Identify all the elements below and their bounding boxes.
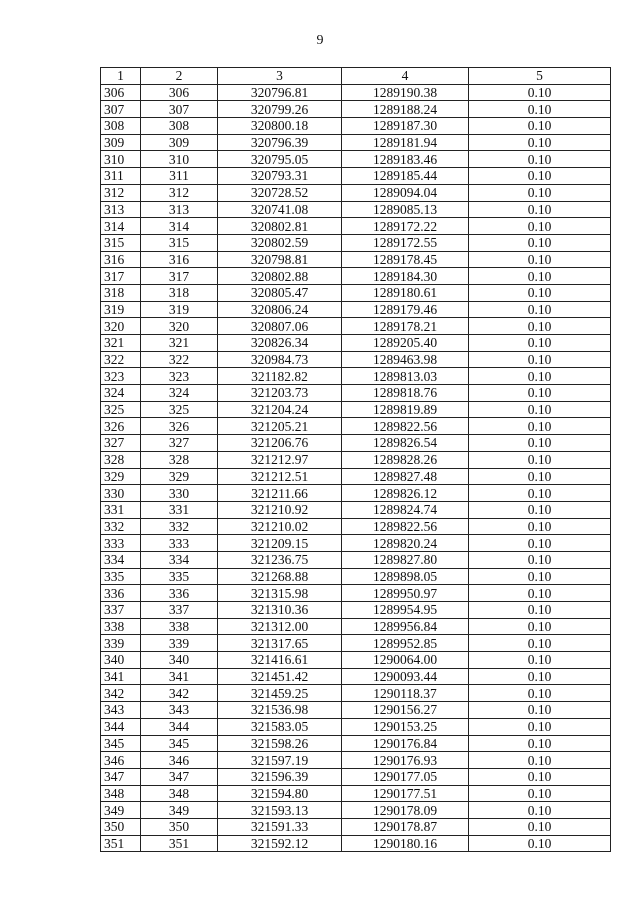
table-row	[101, 668, 611, 685]
table-cell-col-4: 1289181.94	[342, 134, 469, 151]
table-cell-col-1: 306	[101, 84, 141, 101]
table-cell-col-2: 315	[141, 234, 218, 251]
table-row	[101, 385, 611, 402]
table-cell-col-3: 321212.51	[218, 468, 342, 485]
table-cell-col-2: 335	[141, 568, 218, 585]
table-cell-col-3: 321206.76	[218, 435, 342, 452]
table-cell-col-4: 1290156.27	[342, 702, 469, 719]
table-row	[101, 201, 611, 218]
table-cell-col-1: 331	[101, 501, 141, 518]
table-cell-col-2: 349	[141, 802, 218, 819]
table-cell-col-5: 0.10	[469, 668, 611, 685]
table-cell-col-1: 321	[101, 335, 141, 352]
table-cell-col-3: 321317.65	[218, 635, 342, 652]
table-cell-col-5: 0.10	[469, 818, 611, 835]
table-row	[101, 134, 611, 151]
table-cell-col-5: 0.10	[469, 418, 611, 435]
table-cell-col-5: 0.10	[469, 168, 611, 185]
table-cell-col-3: 321536.98	[218, 702, 342, 719]
table-cell-col-1: 340	[101, 652, 141, 669]
table-cell-col-5: 0.10	[469, 635, 611, 652]
table-cell-col-4: 1289172.55	[342, 234, 469, 251]
table-cell-col-4: 1289827.80	[342, 551, 469, 568]
table-cell-col-5: 0.10	[469, 718, 611, 735]
table-cell-col-1: 307	[101, 101, 141, 118]
table-cell-col-1: 310	[101, 151, 141, 168]
table-row	[101, 318, 611, 335]
table-cell-col-4: 1289954.95	[342, 602, 469, 619]
page-number: 9	[316, 33, 324, 48]
table-cell-col-1: 342	[101, 685, 141, 702]
table-cell-col-3: 321203.73	[218, 385, 342, 402]
table-row	[101, 401, 611, 418]
table-cell-col-2: 346	[141, 752, 218, 769]
table-cell-col-1: 322	[101, 351, 141, 368]
table-cell-col-4: 1289094.04	[342, 184, 469, 201]
table-cell-col-3: 321204.24	[218, 401, 342, 418]
table-cell-col-4: 1290153.25	[342, 718, 469, 735]
table-cell-col-3: 320802.81	[218, 218, 342, 235]
table-cell-col-4: 1290093.44	[342, 668, 469, 685]
table-row	[101, 785, 611, 802]
table-cell-col-2: 322	[141, 351, 218, 368]
table-row	[101, 101, 611, 118]
table-cell-col-4: 1290178.09	[342, 802, 469, 819]
table-cell-col-3: 320984.73	[218, 351, 342, 368]
table-cell-col-1: 320	[101, 318, 141, 335]
table-row	[101, 268, 611, 285]
table-row	[101, 485, 611, 502]
table-cell-col-1: 349	[101, 802, 141, 819]
table-cell-col-3: 321598.26	[218, 735, 342, 752]
table-cell-col-1: 327	[101, 435, 141, 452]
table-cell-col-3: 321268.88	[218, 568, 342, 585]
column-header-3: 3	[218, 68, 342, 85]
table-cell-col-5: 0.10	[469, 301, 611, 318]
table-cell-col-5: 0.10	[469, 785, 611, 802]
table-cell-col-3: 320806.24	[218, 301, 342, 318]
table-cell-col-5: 0.10	[469, 451, 611, 468]
table-row	[101, 702, 611, 719]
table-cell-col-4: 1289820.24	[342, 535, 469, 552]
table-cell-col-1: 332	[101, 518, 141, 535]
table-cell-col-2: 343	[141, 702, 218, 719]
table-cell-col-2: 319	[141, 301, 218, 318]
table-cell-col-3: 320826.34	[218, 335, 342, 352]
table-cell-col-3: 321212.97	[218, 451, 342, 468]
table-row	[101, 618, 611, 635]
table-cell-col-5: 0.10	[469, 118, 611, 135]
table-row	[101, 335, 611, 352]
column-header-2: 2	[141, 68, 218, 85]
table-cell-col-4: 1290177.51	[342, 785, 469, 802]
table-cell-col-2: 347	[141, 768, 218, 785]
table-cell-col-2: 323	[141, 368, 218, 385]
table-cell-col-4: 1289822.56	[342, 518, 469, 535]
table-cell-col-3: 321312.00	[218, 618, 342, 635]
table-cell-col-3: 321459.25	[218, 685, 342, 702]
table-cell-col-5: 0.10	[469, 768, 611, 785]
table-cell-col-5: 0.10	[469, 401, 611, 418]
table-cell-col-5: 0.10	[469, 318, 611, 335]
table-cell-col-4: 1289827.48	[342, 468, 469, 485]
table-cell-col-2: 321	[141, 335, 218, 352]
table-cell-col-2: 338	[141, 618, 218, 635]
table-cell-col-2: 336	[141, 585, 218, 602]
table-cell-col-3: 321593.13	[218, 802, 342, 819]
table-cell-col-4: 1289826.54	[342, 435, 469, 452]
table-cell-col-5: 0.10	[469, 335, 611, 352]
table-cell-col-1: 339	[101, 635, 141, 652]
table-row	[101, 218, 611, 235]
table-cell-col-2: 339	[141, 635, 218, 652]
table-cell-col-5: 0.10	[469, 602, 611, 619]
table-row	[101, 768, 611, 785]
table-cell-col-3: 320802.59	[218, 234, 342, 251]
table-cell-col-2: 345	[141, 735, 218, 752]
table-cell-col-1: 313	[101, 201, 141, 218]
table-cell-col-2: 324	[141, 385, 218, 402]
table-row	[101, 301, 611, 318]
table-cell-col-3: 321310.36	[218, 602, 342, 619]
table-cell-col-1: 315	[101, 234, 141, 251]
table-cell-col-3: 321583.05	[218, 718, 342, 735]
table-cell-col-2: 311	[141, 168, 218, 185]
table-cell-col-5: 0.10	[469, 585, 611, 602]
table-cell-col-1: 326	[101, 418, 141, 435]
table-row	[101, 151, 611, 168]
table-cell-col-2: 341	[141, 668, 218, 685]
table-cell-col-3: 320741.08	[218, 201, 342, 218]
table-header	[101, 68, 611, 85]
table-row	[101, 752, 611, 769]
table-cell-col-3: 321416.61	[218, 652, 342, 669]
table-cell-col-4: 1290176.93	[342, 752, 469, 769]
table-cell-col-2: 327	[141, 435, 218, 452]
table-cell-col-2: 331	[141, 501, 218, 518]
table-cell-col-1: 325	[101, 401, 141, 418]
table-cell-col-2: 334	[141, 551, 218, 568]
table-cell-col-4: 1289172.22	[342, 218, 469, 235]
table-cell-col-3: 321597.19	[218, 752, 342, 769]
table-row	[101, 118, 611, 135]
table-row	[101, 251, 611, 268]
table-cell-col-4: 1289178.45	[342, 251, 469, 268]
column-header-5: 5	[469, 68, 611, 85]
table-cell-col-5: 0.10	[469, 568, 611, 585]
table-cell-col-2: 344	[141, 718, 218, 735]
table-cell-col-5: 0.10	[469, 284, 611, 301]
table-cell-col-5: 0.10	[469, 435, 611, 452]
table-row	[101, 284, 611, 301]
table-cell-col-2: 350	[141, 818, 218, 835]
table-row	[101, 468, 611, 485]
table-cell-col-5: 0.10	[469, 551, 611, 568]
table-cell-col-4: 1289898.05	[342, 568, 469, 585]
table-row	[101, 234, 611, 251]
table-cell-col-3: 320799.26	[218, 101, 342, 118]
table-cell-col-3: 321315.98	[218, 585, 342, 602]
table-cell-col-1: 324	[101, 385, 141, 402]
table-cell-col-4: 1289952.85	[342, 635, 469, 652]
table-cell-col-1: 347	[101, 768, 141, 785]
table-row	[101, 84, 611, 101]
table-cell-col-4: 1289205.40	[342, 335, 469, 352]
table-row	[101, 835, 611, 852]
table-cell-col-2: 337	[141, 602, 218, 619]
table-cell-col-3: 320805.47	[218, 284, 342, 301]
table-cell-col-4: 1289828.26	[342, 451, 469, 468]
table-cell-col-2: 320	[141, 318, 218, 335]
table-cell-col-4: 1289179.46	[342, 301, 469, 318]
table-cell-col-4: 1289463.98	[342, 351, 469, 368]
table-row	[101, 418, 611, 435]
table-row	[101, 535, 611, 552]
table-cell-col-3: 321211.66	[218, 485, 342, 502]
table-cell-col-1: 344	[101, 718, 141, 735]
table-cell-col-1: 334	[101, 551, 141, 568]
table-cell-col-4: 1289826.12	[342, 485, 469, 502]
table-cell-col-5: 0.10	[469, 218, 611, 235]
table-cell-col-2: 308	[141, 118, 218, 135]
table-row	[101, 551, 611, 568]
table-cell-col-3: 321591.33	[218, 818, 342, 835]
table-cell-col-1: 343	[101, 702, 141, 719]
table-cell-col-4: 1290178.87	[342, 818, 469, 835]
table-row	[101, 585, 611, 602]
table-cell-col-2: 342	[141, 685, 218, 702]
table-cell-col-4: 1290177.05	[342, 768, 469, 785]
table-cell-col-5: 0.10	[469, 151, 611, 168]
table-cell-col-3: 321451.42	[218, 668, 342, 685]
table-cell-col-2: 340	[141, 652, 218, 669]
table-cell-col-5: 0.10	[469, 652, 611, 669]
table-cell-col-1: 341	[101, 668, 141, 685]
table-cell-col-5: 0.10	[469, 535, 611, 552]
table-row	[101, 635, 611, 652]
table-cell-col-5: 0.10	[469, 685, 611, 702]
table-cell-col-1: 328	[101, 451, 141, 468]
column-header-4: 4	[342, 68, 469, 85]
table-cell-col-2: 312	[141, 184, 218, 201]
table-cell-col-5: 0.10	[469, 752, 611, 769]
table-cell-col-1: 316	[101, 251, 141, 268]
table-cell-col-5: 0.10	[469, 134, 611, 151]
table-cell-col-2: 317	[141, 268, 218, 285]
table-cell-col-2: 326	[141, 418, 218, 435]
table-cell-col-2: 306	[141, 84, 218, 101]
table-cell-col-3: 320800.18	[218, 118, 342, 135]
table-cell-col-1: 317	[101, 268, 141, 285]
table-cell-col-4: 1289188.24	[342, 101, 469, 118]
table-row	[101, 802, 611, 819]
table-row	[101, 184, 611, 201]
table-cell-col-4: 1290118.37	[342, 685, 469, 702]
table-row	[101, 501, 611, 518]
table-cell-col-2: 329	[141, 468, 218, 485]
table-row	[101, 451, 611, 468]
table-cell-col-3: 321210.92	[218, 501, 342, 518]
table-row	[101, 652, 611, 669]
table-cell-col-5: 0.10	[469, 351, 611, 368]
table-cell-col-5: 0.10	[469, 184, 611, 201]
table-row	[101, 685, 611, 702]
table-cell-col-3: 320798.81	[218, 251, 342, 268]
table-cell-col-3: 321210.02	[218, 518, 342, 535]
table-cell-col-4: 1289178.21	[342, 318, 469, 335]
table-cell-col-1: 337	[101, 602, 141, 619]
table-cell-col-2: 313	[141, 201, 218, 218]
coordinates-table	[100, 67, 611, 852]
table-cell-col-2: 328	[141, 451, 218, 468]
table-cell-col-3: 320796.39	[218, 134, 342, 151]
table-cell-col-5: 0.10	[469, 385, 611, 402]
table-cell-col-1: 323	[101, 368, 141, 385]
table-cell-col-3: 321592.12	[218, 835, 342, 852]
table-cell-col-3: 321205.21	[218, 418, 342, 435]
table-cell-col-5: 0.10	[469, 468, 611, 485]
table-cell-col-1: 312	[101, 184, 141, 201]
table-row	[101, 351, 611, 368]
table-cell-col-5: 0.10	[469, 618, 611, 635]
table-cell-col-1: 308	[101, 118, 141, 135]
table-cell-col-2: 316	[141, 251, 218, 268]
table-cell-col-4: 1289185.44	[342, 168, 469, 185]
table-cell-col-2: 348	[141, 785, 218, 802]
table-cell-col-5: 0.10	[469, 251, 611, 268]
table-cell-col-2: 307	[141, 101, 218, 118]
table-cell-col-3: 321209.15	[218, 535, 342, 552]
table-cell-col-3: 320793.31	[218, 168, 342, 185]
table-cell-col-1: 314	[101, 218, 141, 235]
table-cell-col-1: 346	[101, 752, 141, 769]
table-cell-col-1: 319	[101, 301, 141, 318]
table-body	[101, 84, 611, 852]
table-row	[101, 368, 611, 385]
table-cell-col-1: 348	[101, 785, 141, 802]
table-row	[101, 602, 611, 619]
table-row	[101, 718, 611, 735]
table-cell-col-2: 351	[141, 835, 218, 852]
table-cell-col-5: 0.10	[469, 835, 611, 852]
table-cell-col-4: 1289813.03	[342, 368, 469, 385]
table-cell-col-2: 314	[141, 218, 218, 235]
table-cell-col-3: 321596.39	[218, 768, 342, 785]
table-row	[101, 568, 611, 585]
table-cell-col-4: 1289950.97	[342, 585, 469, 602]
table-cell-col-2: 325	[141, 401, 218, 418]
table-cell-col-3: 320802.88	[218, 268, 342, 285]
header-row	[101, 68, 611, 85]
table-cell-col-3: 321236.75	[218, 551, 342, 568]
table-cell-col-2: 330	[141, 485, 218, 502]
table-row	[101, 518, 611, 535]
table-cell-col-4: 1289183.46	[342, 151, 469, 168]
table-cell-col-3: 320796.81	[218, 84, 342, 101]
table-cell-col-1: 335	[101, 568, 141, 585]
table-cell-col-4: 1289956.84	[342, 618, 469, 635]
table-cell-col-3: 320795.05	[218, 151, 342, 168]
table-row	[101, 735, 611, 752]
table-cell-col-4: 1289824.74	[342, 501, 469, 518]
table-cell-col-4: 1289822.56	[342, 418, 469, 435]
table-cell-col-4: 1289818.76	[342, 385, 469, 402]
table-cell-col-2: 310	[141, 151, 218, 168]
table-cell-col-5: 0.10	[469, 368, 611, 385]
table-cell-col-5: 0.10	[469, 735, 611, 752]
table-cell-col-5: 0.10	[469, 702, 611, 719]
table-cell-col-5: 0.10	[469, 201, 611, 218]
table-cell-col-5: 0.10	[469, 485, 611, 502]
table-cell-col-1: 336	[101, 585, 141, 602]
table-cell-col-1: 318	[101, 284, 141, 301]
table-cell-col-5: 0.10	[469, 268, 611, 285]
table-cell-col-5: 0.10	[469, 101, 611, 118]
table-cell-col-3: 320807.06	[218, 318, 342, 335]
table-cell-col-1: 311	[101, 168, 141, 185]
table-cell-col-3: 321182.82	[218, 368, 342, 385]
table-cell-col-1: 350	[101, 818, 141, 835]
table-cell-col-2: 309	[141, 134, 218, 151]
table-cell-col-2: 332	[141, 518, 218, 535]
table-cell-col-1: 330	[101, 485, 141, 502]
table-cell-col-3: 320728.52	[218, 184, 342, 201]
table-cell-col-1: 345	[101, 735, 141, 752]
column-header-1: 1	[101, 68, 141, 85]
table-cell-col-5: 0.10	[469, 84, 611, 101]
table-cell-col-1: 309	[101, 134, 141, 151]
table-cell-col-2: 318	[141, 284, 218, 301]
table-row	[101, 818, 611, 835]
table-cell-col-4: 1290064.00	[342, 652, 469, 669]
table-cell-col-1: 329	[101, 468, 141, 485]
table-cell-col-3: 321594.80	[218, 785, 342, 802]
table-cell-col-4: 1289190.38	[342, 84, 469, 101]
table-cell-col-5: 0.10	[469, 518, 611, 535]
table-cell-col-4: 1289187.30	[342, 118, 469, 135]
table-cell-col-4: 1289819.89	[342, 401, 469, 418]
table-cell-col-4: 1289180.61	[342, 284, 469, 301]
table-cell-col-1: 338	[101, 618, 141, 635]
table-cell-col-4: 1290180.16	[342, 835, 469, 852]
table-cell-col-4: 1289184.30	[342, 268, 469, 285]
table-cell-col-1: 351	[101, 835, 141, 852]
table-row	[101, 435, 611, 452]
table-cell-col-1: 333	[101, 535, 141, 552]
table-cell-col-5: 0.10	[469, 501, 611, 518]
table-row	[101, 168, 611, 185]
table-cell-col-2: 333	[141, 535, 218, 552]
table-cell-col-4: 1290176.84	[342, 735, 469, 752]
table-cell-col-4: 1289085.13	[342, 201, 469, 218]
table-cell-col-5: 0.10	[469, 234, 611, 251]
table-cell-col-5: 0.10	[469, 802, 611, 819]
